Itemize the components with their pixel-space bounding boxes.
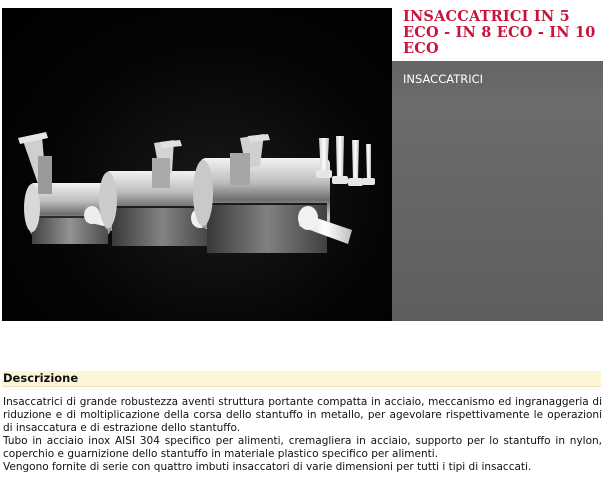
description-header	[2, 371, 601, 387]
product-info-panel	[392, 8, 603, 321]
sausage-stuffer-photo-icon	[2, 8, 392, 321]
description-paragraph: Tubo in acciaio inox AISI 304 specifico per alimenti, cremagliera in acciaio, supporto per lo stantuffo in nylon, coperchio e guarnizione dello stantuffo in materiale plastico specifico per alimenti.	[3, 435, 602, 460]
description-paragraph: Insaccatrici di grande robustezza aventi struttura portante compatta in acciaio, meccanismo ed ingranaggeria di riduzione e di moltiplicazione della corsa dello stantuffo in metallo, per agevolare rispettivamente le operazioni di insaccatura e di estrazione dello stantuffo.	[3, 396, 602, 434]
description-paragraph: Vengono fornite di serie con quattro imbuti insaccatori di varie dimensioni per tutti i tipi di insaccati.	[3, 461, 532, 473]
product-photo	[2, 8, 392, 321]
product-hero	[2, 8, 603, 321]
title-box	[392, 8, 603, 61]
description-heading: Descrizione	[3, 371, 79, 385]
description-body	[3, 396, 602, 474]
product-category: INSACCATRICI	[403, 72, 484, 86]
product-title: INSACCATRICI IN 5 ECO - IN 8 ECO - IN 10 ECO	[403, 8, 596, 57]
